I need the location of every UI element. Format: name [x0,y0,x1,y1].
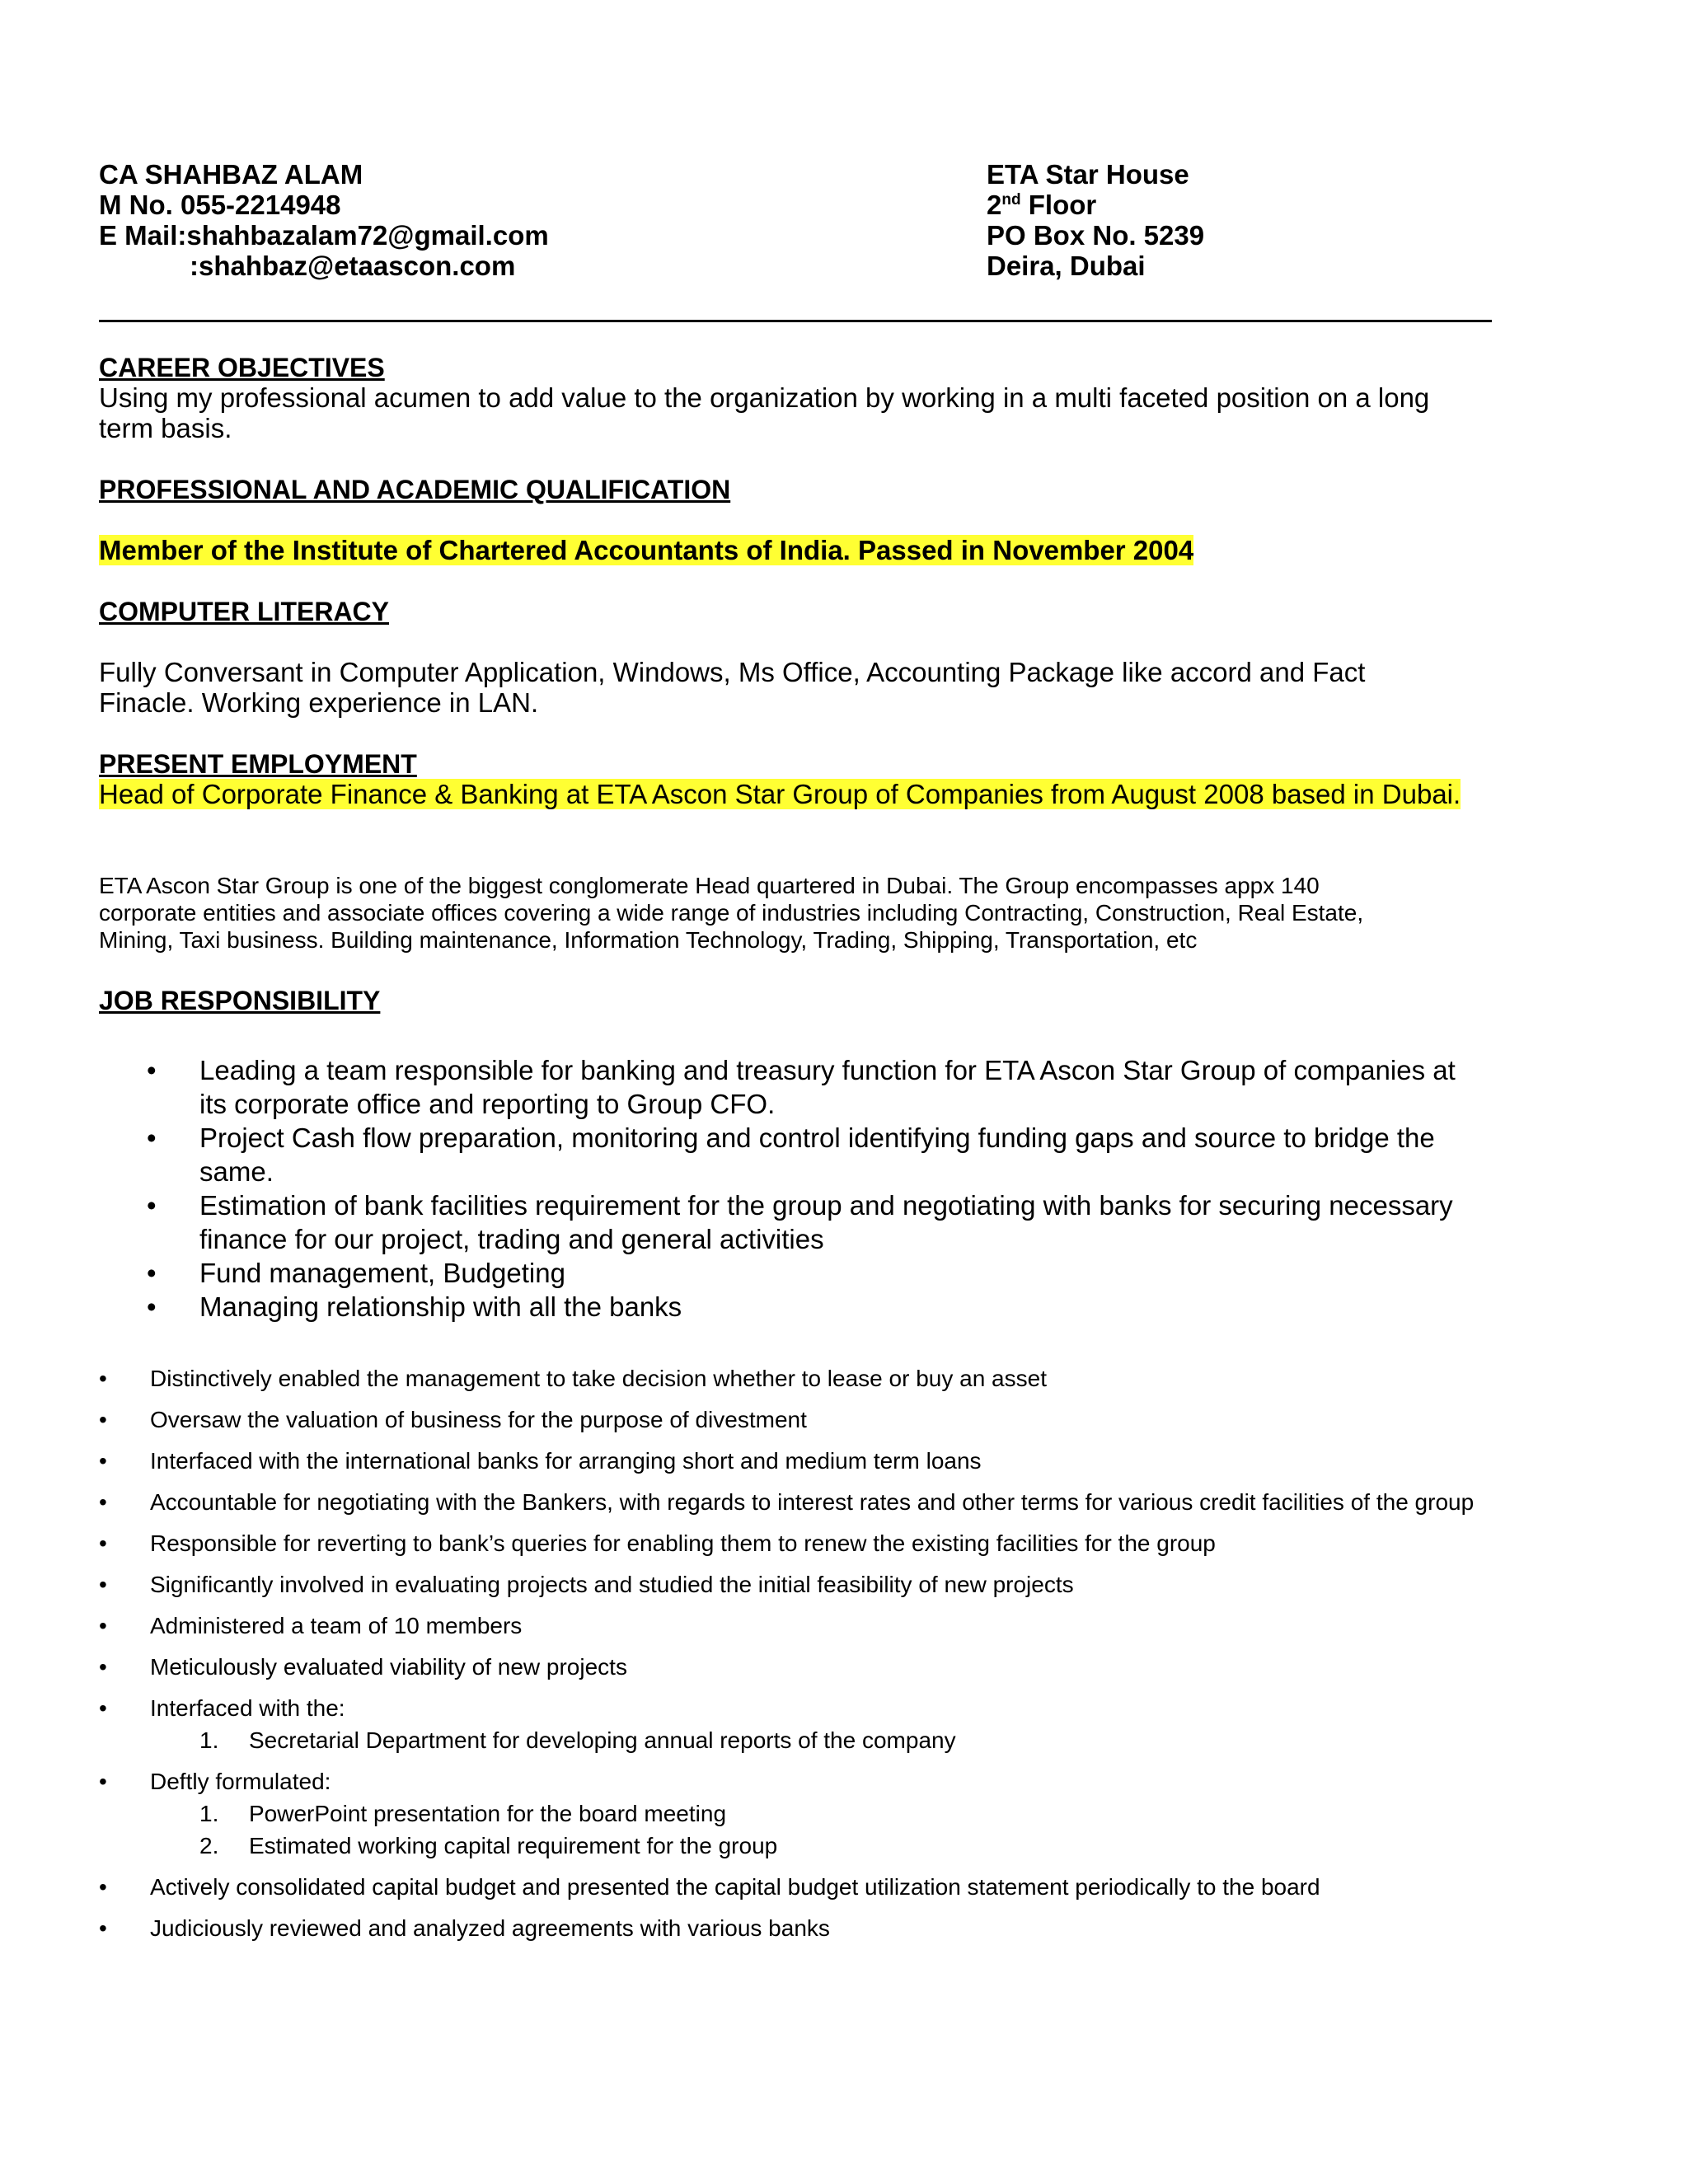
list-item [99,1446,1500,1476]
company-description-line2: corporate entities and associate offices covering a wide range of industries including Contracting, Construction, Real Estate, [99,900,1364,926]
bullet: • [99,1874,107,1900]
list-item-text: Significantly involved in evaluating projects and studied the initial feasibility of new projects [150,1572,1074,1597]
list-item [99,1121,1500,1188]
list-item-text: Oversaw the valuation of business for the purpose of divestment [150,1407,807,1432]
list-item [99,1693,1500,1755]
list-item [99,1569,1500,1600]
sublist-number: 1. [199,1727,219,1753]
list-item-text: Deftly formulated: [150,1769,331,1794]
sublist-item [150,1830,1500,1861]
contact-email-secondary: :shahbaz@etaascon.com [190,251,516,281]
bullet: • [99,1915,107,1941]
contact-email-primary: E Mail:shahbazalam72@gmail.com [99,220,549,251]
list-item [99,1487,1500,1517]
sublist-item [150,1725,1500,1755]
sublist-text: Estimated working capital requirement for the group [249,1833,778,1858]
bullet: • [147,1291,157,1322]
contact-name: CA SHAHBAZ ALAM [99,159,363,190]
floor-number: 2 [987,190,1002,220]
sublist-number: 1. [199,1801,219,1826]
list-item [99,1290,1500,1324]
present-employment-title: Head of Corporate Finance & Banking at ETA Ascon Star Group of Companies from August 2008 based in Dubai. [99,779,1461,809]
achievements-list [99,1363,1500,1954]
bullet: • [147,1055,157,1085]
list-item [99,1766,1500,1861]
bullet: • [99,1366,107,1391]
list-item-line: Project Cash flow preparation, monitoring and control identifying funding gaps and source to bridge the [199,1122,1435,1153]
list-item [99,1913,1500,1943]
qualification-heading: PROFESSIONAL AND ACADEMIC QUALIFICATION [99,475,731,504]
sublist-text: Secretarial Department for developing annual reports of the company [249,1727,956,1753]
company-description-line3: Mining, Taxi business. Building maintenance, Information Technology, Trading, Shipping, Transportation, etc [99,927,1198,953]
computer-literacy-heading: COMPUTER LITERACY [99,597,389,626]
qualification-text: Member of the Institute of Chartered Accountants of India. Passed in November 2004 [99,535,1194,565]
address-city: Deira, Dubai [987,251,1146,281]
bullet: • [99,1530,107,1556]
list-item-text: Meticulously evaluated viability of new projects [150,1654,627,1680]
list-item [99,1610,1500,1641]
list-item [99,1188,1500,1256]
list-item [99,1053,1500,1121]
career-objectives-line2: term basis. [99,413,232,443]
computer-literacy-line1: Fully Conversant in Computer Application, Windows, Ms Office, Accounting Package like accord and Fact [99,657,1366,687]
bullet: • [147,1190,157,1221]
list-item-text: Administered a team of 10 members [150,1613,523,1638]
formulated-sublist [150,1798,1500,1861]
list-item-text: Interfaced with the: [150,1695,345,1721]
floor-label: Floor [1020,190,1097,220]
bullet: • [99,1654,107,1680]
header-divider [99,320,1492,322]
list-item-text: Accountable for negotiating with the Bankers, with regards to interest rates and other terms for various credit facilities of the group [150,1489,1475,1515]
sublist-number: 2. [199,1833,219,1858]
bullet: • [147,1122,157,1153]
list-item-text: Actively consolidated capital budget and presented the capital budget utilization statement periodically to the board [150,1874,1320,1900]
bullet: • [99,1613,107,1638]
list-item-line: Fund management, Budgeting [199,1258,565,1288]
list-item-text: Interfaced with the international banks for arranging short and medium term loans [150,1448,982,1474]
list-item-line: same. [199,1156,274,1187]
bullet: • [99,1769,107,1794]
bullet: • [147,1258,157,1288]
company-description-line1: ETA Ascon Star Group is one of the biggest conglomerate Head quartered in Dubai. The Group encompasses appx 140 [99,873,1320,898]
contact-mobile: M No. 055-2214948 [99,190,341,220]
career-objectives-line1: Using my professional acumen to add value to the organization by working in a multi faceted position on a long [99,382,1430,413]
bullet: • [99,1448,107,1474]
job-responsibility-list [99,1053,1500,1324]
list-item-text: Judiciously reviewed and analyzed agreements with various banks [150,1915,830,1941]
floor-suffix: nd [1001,191,1021,209]
list-item-text: Distinctively enabled the management to take decision whether to lease or buy an asset [150,1366,1047,1391]
list-item-line: Estimation of bank facilities requirement for the group and negotiating with banks for securing necessary [199,1190,1453,1221]
bullet: • [99,1489,107,1515]
address-po-box: PO Box No. 5239 [987,220,1205,251]
present-employment-heading: PRESENT EMPLOYMENT [99,749,417,779]
interfaced-sublist [150,1725,1500,1755]
address-line1: ETA Star House [987,159,1189,190]
list-item [99,1528,1500,1558]
list-item [99,1872,1500,1902]
sublist-item [150,1798,1500,1829]
list-item-line: Managing relationship with all the banks [199,1291,682,1322]
list-item [99,1652,1500,1682]
list-item [99,1363,1500,1394]
career-objectives-heading: CAREER OBJECTIVES [99,353,385,382]
job-responsibility-heading: JOB RESPONSIBILITY [99,986,381,1015]
computer-literacy-line2: Finacle. Working experience in LAN. [99,687,539,718]
bullet: • [99,1695,107,1721]
bullet: • [99,1407,107,1432]
address-floor [987,190,1096,220]
list-item [99,1256,1500,1290]
list-item-text: Responsible for reverting to bank’s queries for enabling them to renew the existing facilities for the group [150,1530,1216,1556]
list-item [99,1404,1500,1435]
list-item-line: Leading a team responsible for banking and treasury function for ETA Ascon Star Group of companies at [199,1055,1456,1085]
sublist-text: PowerPoint presentation for the board meeting [249,1801,727,1826]
list-item-line: finance for our project, trading and general activities [199,1224,824,1254]
bullet: • [99,1572,107,1597]
list-item-line: its corporate office and reporting to Group CFO. [199,1089,776,1119]
